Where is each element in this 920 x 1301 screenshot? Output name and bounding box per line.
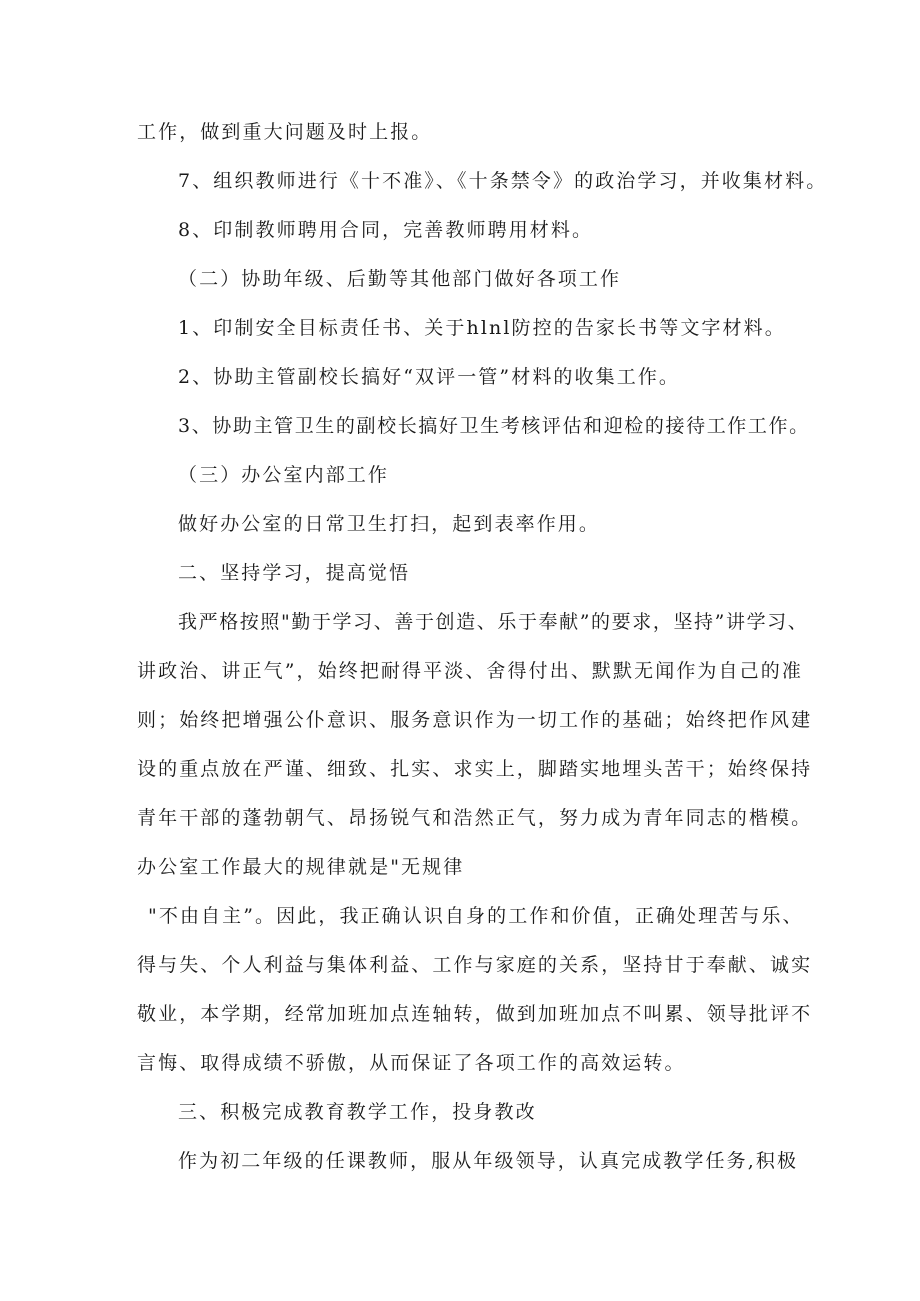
text-line-1: 工作，做到重大问题及时上报。 [137,121,433,143]
text-line-11: 我严格按照"勤于学习、善于创造、乐于奉献”的要求，坚持”讲学习、 [178,611,809,633]
text-line-13: 则；始终把增强公仆意识、服务意识作为一切工作的基础；始终把作风建 [137,709,813,731]
text-line-22: 作为初二年级的任课教师，服从年级领导，认真完成教学任务,积极 [178,1150,799,1172]
text-line-20: 言悔、取得成绩不骄傲，从而保证了各项工作的高效运转。 [137,1052,686,1074]
text-line-16: 办公室工作最大的规律就是"无规律 [137,856,465,878]
section-heading-3: （三）办公室内部工作 [178,464,390,486]
text-line-6: 2、协助主管副校长搞好“双评一管”材料的收集工作。 [178,366,681,388]
text-line-18: 得与失、个人利益与集体利益、工作与家庭的关系，坚持甘于奉献、诚实 [137,954,813,976]
chapter-heading-3: 三、积极完成教育教学工作，投身教改 [178,1101,537,1123]
text-line-17: "不由自主”。因此，我正确认识自身的工作和价值，正确处理苦与乐、 [148,905,804,927]
text-line-12: 讲政治、讲正气”，始终把耐得平淡、舍得付出、默默无闻作为自己的准 [137,660,803,682]
text-line-9: 做好办公室的日常卫生打扫，起到表率作用。 [178,513,601,535]
section-heading-2: （二）协助年级、后勤等其他部门做好各项工作 [178,268,622,290]
text-line-3: 8、印制教师聘用合同，完善教师聘用材料。 [178,219,594,241]
text-line-2: 7、组织教师进行《十不准》、《十条禁令》的政治学习，并收集材料。 [178,170,828,192]
chapter-heading-2: 二、坚持学习，提高觉悟 [178,562,411,584]
text-line-5: 1、印制安全目标责任书、关于hlnl防控的告家长书等文字材料。 [178,317,786,339]
text-line-15: 青年干部的蓬勃朝气、昂扬锐气和浩然正气，努力成为青年同志的楷模。 [137,807,813,829]
text-line-7: 3、协助主管卫生的副校长搞好卫生考核评估和迎检的接待工作工作。 [178,415,810,437]
text-line-19: 敬业，本学期，经常加班加点连轴转，做到加班加点不叫累、领导批评不 [137,1003,813,1025]
text-line-14: 设的重点放在严谨、细致、扎实、求实上，脚踏实地埋头苦干；始终保持 [137,758,813,780]
